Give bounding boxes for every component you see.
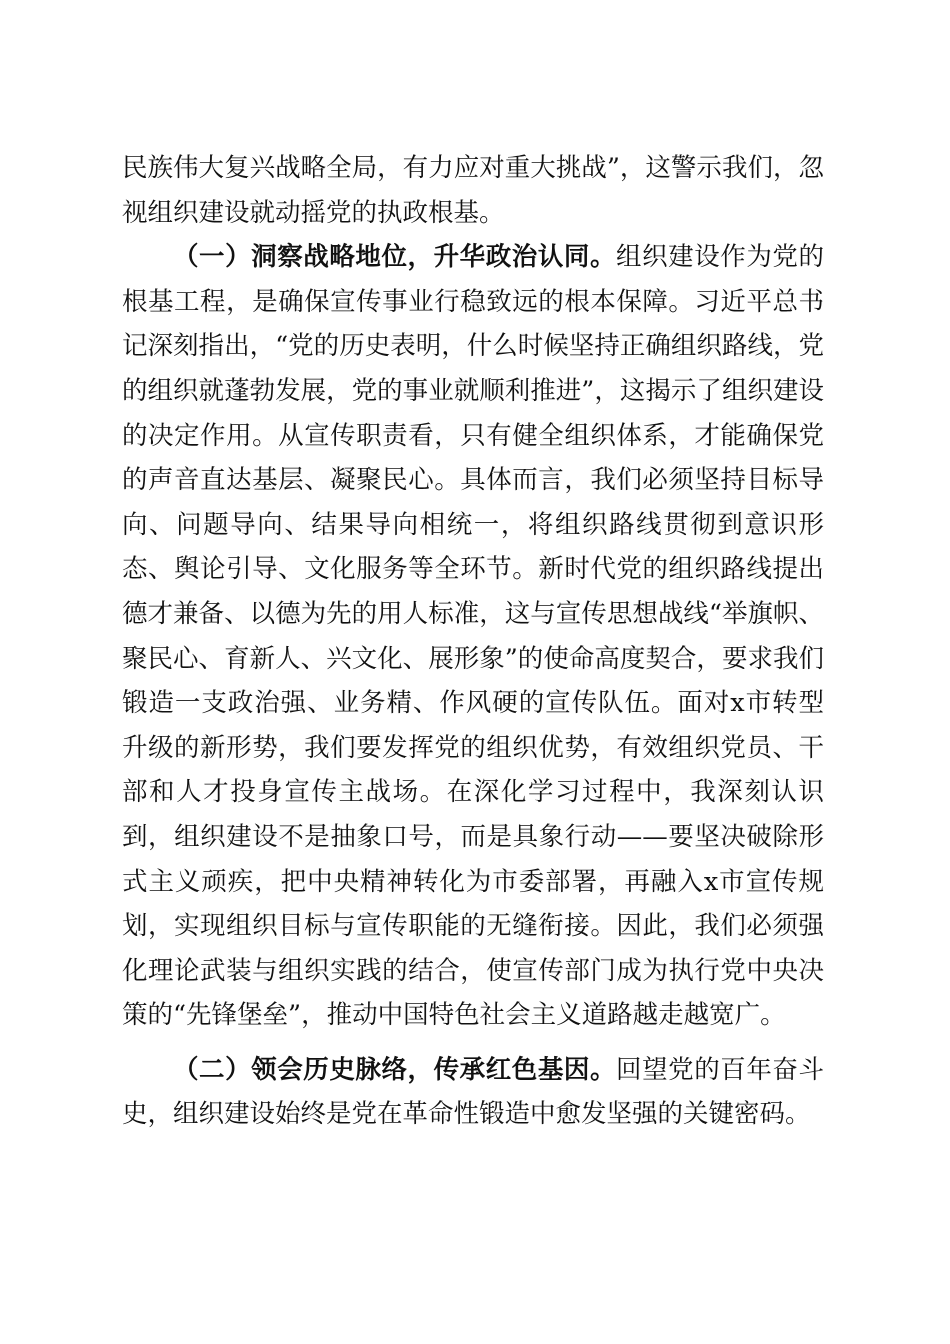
document-body xyxy=(122,146,824,1137)
section-two-heading: （二）领会历史脉络，传承红色基因。 xyxy=(173,1054,617,1085)
section-one-body: 组织建设作为党的根基工程，是确保宣传事业行稳致远的根本保障。习近平总书记深刻指出，“党的历史表明，什么时候坚持正确组织路线，党的组织就蓬勃发展，党的事业就顺利推进”，这揭示了组织建设的决定作用。从宣传职责看，只有健全组织体系，才能确保党的声音直达基层、凝聚民心。具体而言，我们必须坚持目标导向、问题导向、结果导向相统一，将组织路线贯彻到意识形态、舆论引导、文化服务等全环节。新时代党的组织路线提出德才兼备、以德为先的用人标准，这与宣传思想战线“举旗帜、聚民心、育新人、兴文化、展形象”的使命高度契合，要求我们锻造一支政治强、业务精、作风硬的宣传队伍。面对x市转型升级的新形势，我们要发挥党的组织优势，有效组织党员、干部和人才投身宣传主战场。在深化学习过程中，我深刻认识到，组织建设不是抽象口号，而是具象行动——要坚决破除形式主义顽疾，把中央精神转化为市委部署，再融入x市宣传规划，实现组织目标与宣传职能的无缝衔接。因此，我们必须强化理论武装与组织实践的结合，使宣传部门成为执行党中央决策的“先锋堡垒”，推动中国特色社会主义道路越走越宽广。 xyxy=(122,242,824,1031)
section-two-body: 回望党的百年奋斗史，组织建设始终是党在革命性锻造中愈发坚强的关键密码。 xyxy=(122,1054,824,1130)
section-two-paragraph xyxy=(122,1048,824,1137)
section-one-heading: （一）洞察战略地位，升华政治认同。 xyxy=(173,242,617,273)
paragraph-continued: 民族伟大复兴战略全局，有力应对重大挑战”，这警示我们，忽视组织建设就动摇党的执政根基。 xyxy=(122,153,824,228)
section-one-paragraph xyxy=(122,235,824,1038)
